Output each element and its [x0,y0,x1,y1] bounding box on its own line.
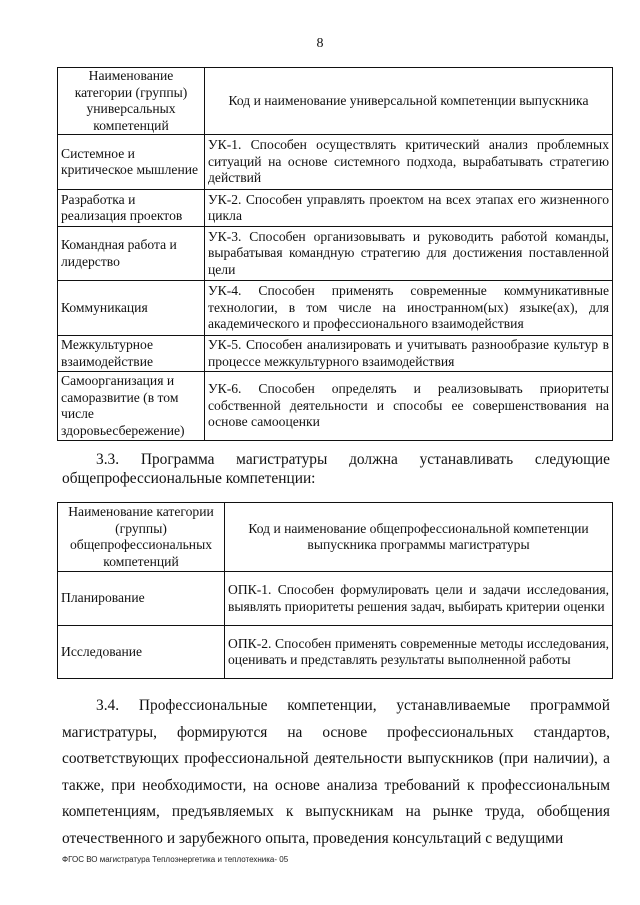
table-row [58,336,613,372]
page-number: 8 [316,36,324,51]
category-cell: Межкультурное взаимодействие [58,336,205,372]
category-cell: Исследование [58,626,225,679]
paragraph-3-3-text: 3.3. Программа магистратуры должна устанавливать следующие общепрофессиональные компетенции: [62,451,610,487]
competence-cell: УК-3. Способен организовывать и руководить работой команды, вырабатывая командную стратегию для достижения поставленной цели [205,227,613,281]
competence-cell: УК-2. Способен управлять проектом на всех этапах его жизненного цикла [205,190,613,227]
category-cell: Командная работа и лидерство [58,227,205,281]
table-row [58,372,613,441]
header-category-cell: Наименование категории (группы) универсальных компетенций [58,68,205,135]
competence-cell: ОПК-2. Способен применять современные методы исследования, оценивать и представлять результаты выполненной работы [225,626,613,679]
category-cell: Разработка и реализация проектов [58,190,205,227]
header-code-cell: Код и наименование универсальной компетенции выпускника [205,68,613,135]
table-header-row [58,503,613,572]
category-cell: Системное и критическое мышление [58,135,205,190]
table-row [58,626,613,679]
competence-cell: УК-5. Способен анализировать и учитывать разнообразие культур в процессе межкультурного взаимодействия [205,336,613,372]
universal-competences-table [57,67,613,441]
table-header-row [58,68,613,135]
header-category-cell: Наименование категории (группы) общепрофессиональных компетенций [58,503,225,572]
category-cell: Самоорганизация и саморазвитие (в том числе здоровьесбережение) [58,372,205,441]
paragraph-3-3 [62,450,610,488]
header-code-cell: Код и наименование общепрофессиональной компетенции выпускника программы магистратуры [225,503,613,572]
table-row [58,190,613,227]
general-professional-competences-table [57,502,613,679]
competence-cell: УК-6. Способен определять и реализовывать приоритеты собственной деятельности и способы ее совершенствования на основе самооценки [205,372,613,441]
table-row [58,227,613,281]
category-cell: Коммуникация [58,281,205,336]
competence-cell: ОПК-1. Способен формулировать цели и задачи исследования, выявлять приоритеты решения задач, выбирать критерии оценки [225,572,613,626]
footer-document-code: ФГОС ВО магистратура Теплоэнергетика и теплотехника- 05 [62,855,289,864]
competence-cell: УК-1. Способен осуществлять критический анализ проблемных ситуаций на основе системного подхода, вырабатывать стратегию действий [205,135,613,190]
category-cell: Планирование [58,572,225,626]
paragraph-3-4: 3.4. Профессиональные компетенции, устанавливаемые программой магистратуры, формируются на основе профессиональных стандартов, соответствующих профессиональной деятельности выпускников (при наличии), а также, при необходимости, на основе анализа требований к профессиональным компетенциям, предъявляемых к выпускникам на рынке труда, обобщения отечественного и зарубежного опыта, проведения консультаций с ведущими [62,697,610,847]
table-row [58,135,613,190]
table-row [58,572,613,626]
competence-cell: УК-4. Способен применять современные коммуникативные технологии, в том числе на иностранном(ых) языке(ах), для академического и профессионального взаимодействия [205,281,613,336]
table-row [58,281,613,336]
